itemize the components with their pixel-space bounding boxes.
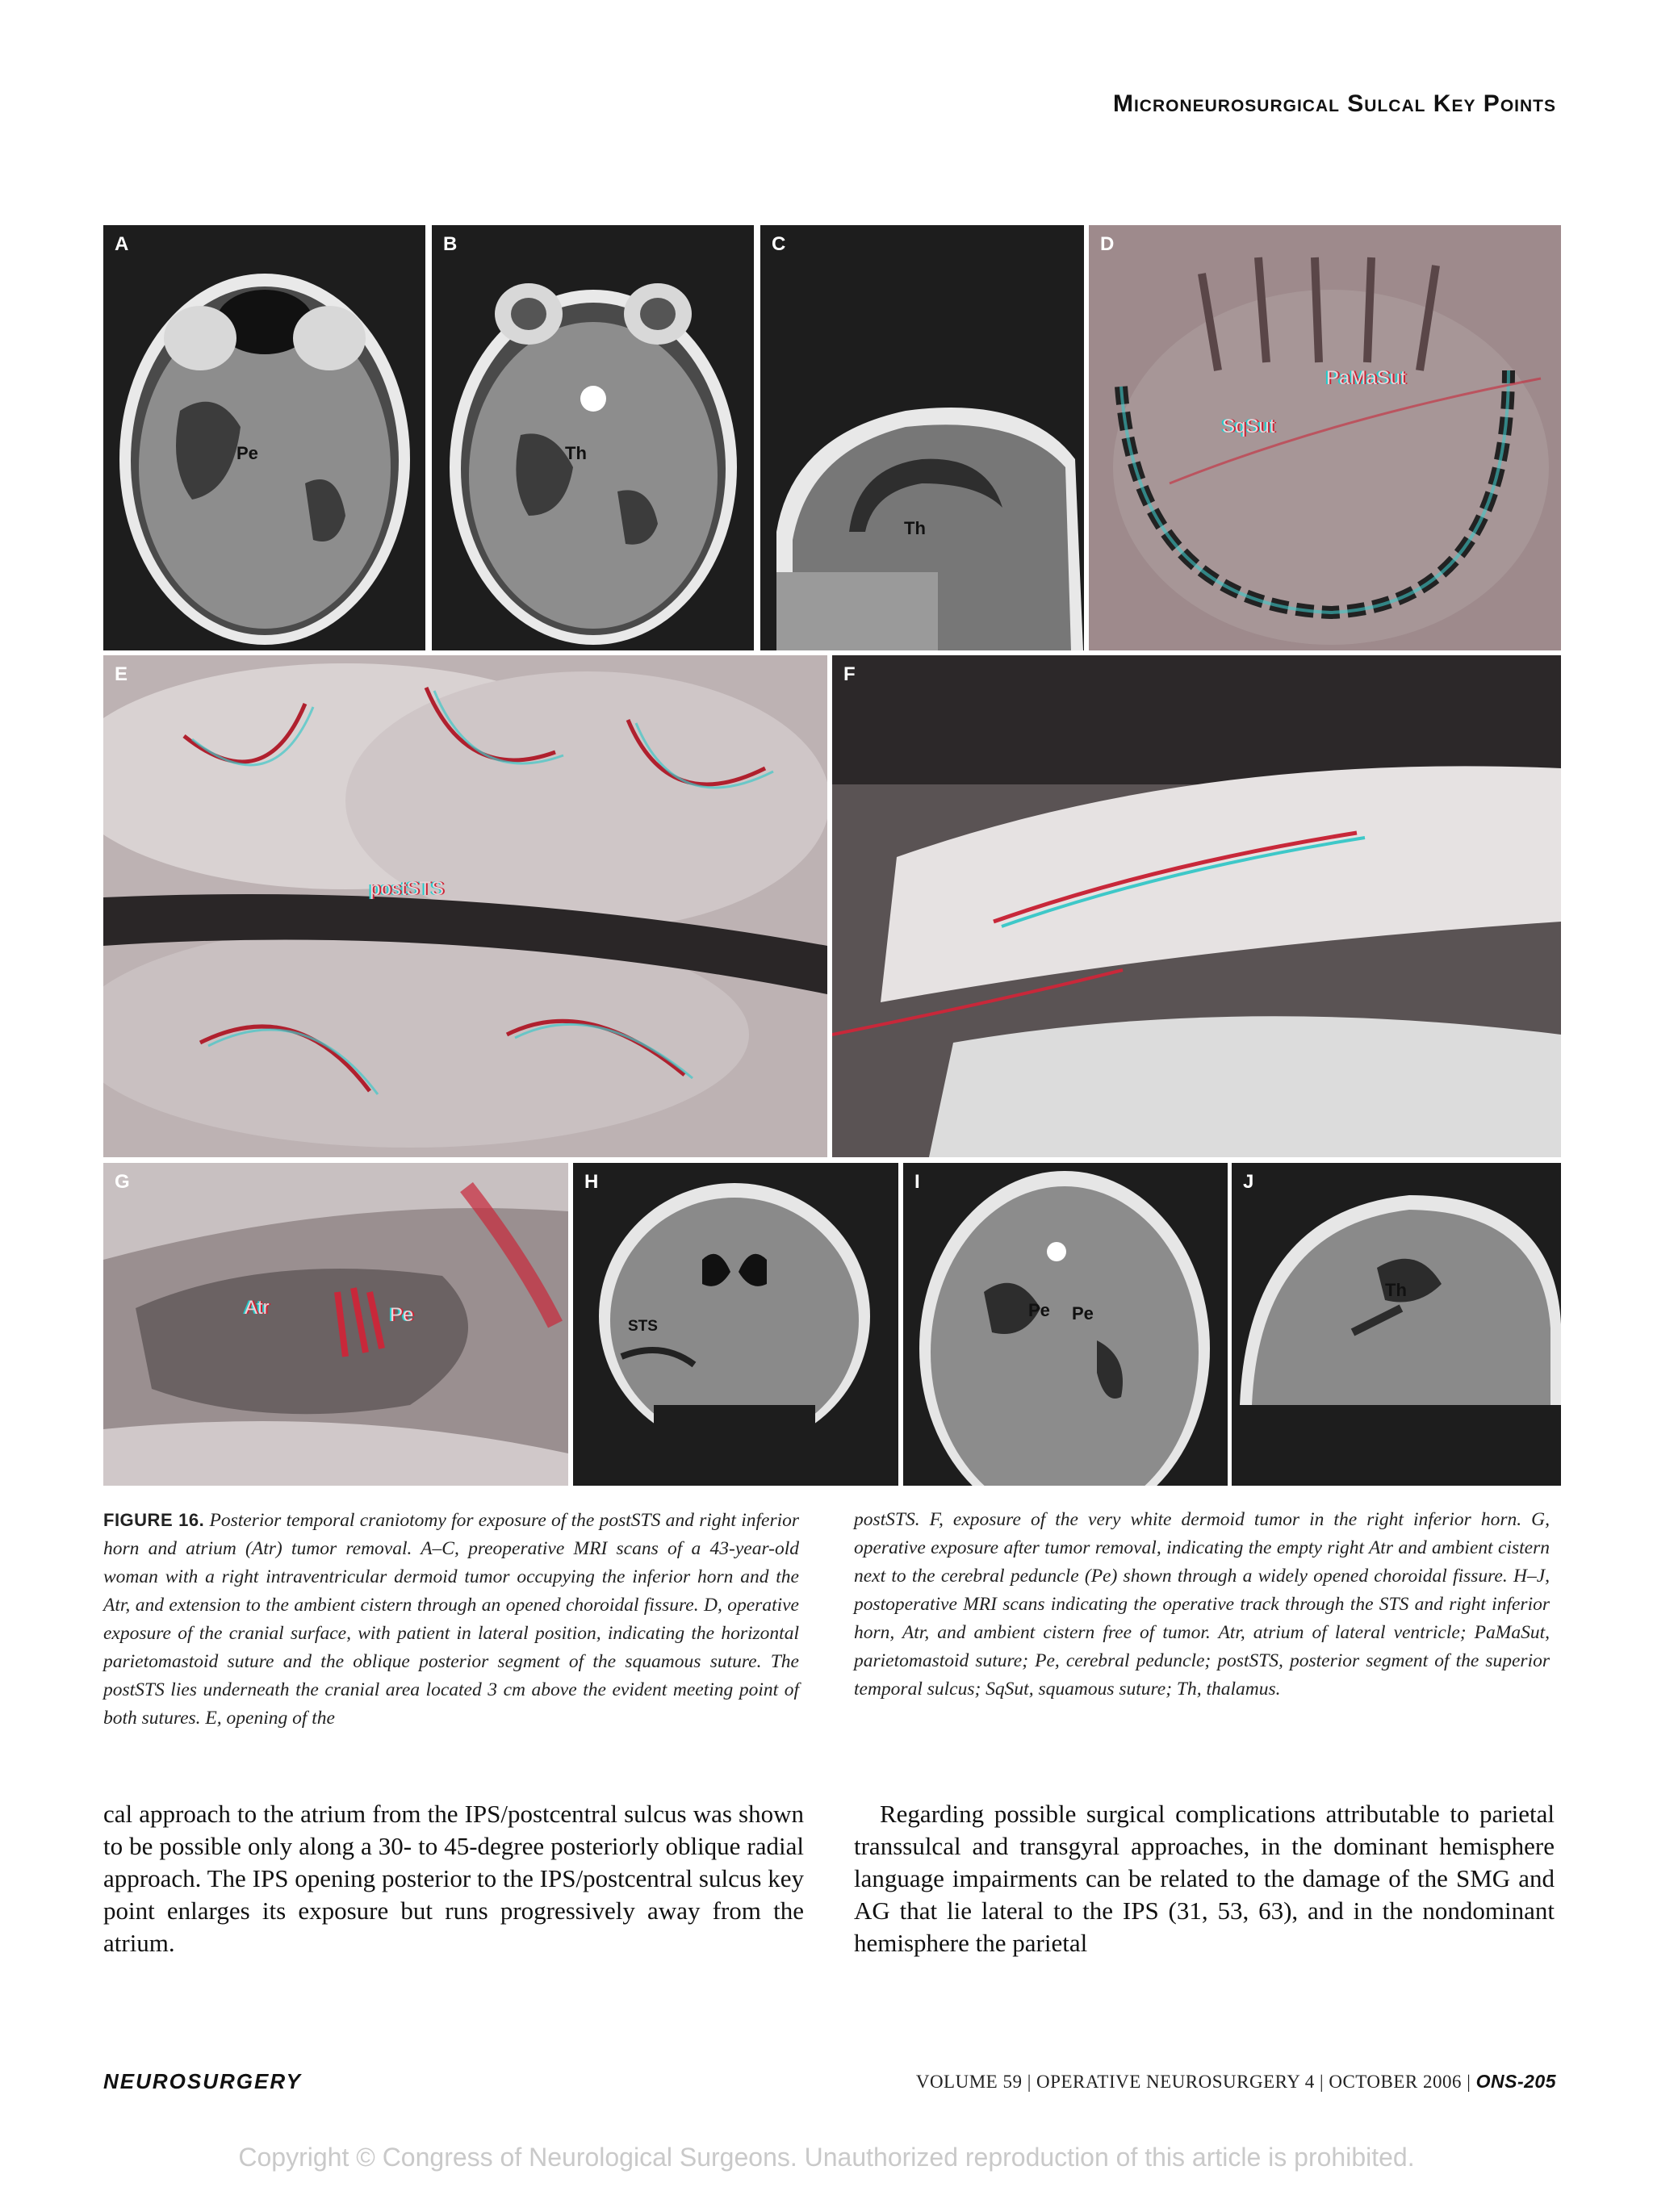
panel-letter: H <box>584 1171 599 1193</box>
figure-panel-i <box>903 1163 1228 1486</box>
mri-axial-postop-image <box>903 1163 1228 1486</box>
figure-panel-j <box>1232 1163 1561 1486</box>
caption-text-left: Posterior temporal craniotomy for exposure of the postSTS and right inferior horn and atrium (Atr) tumor removal. A–C, preoperative MRI scans of a 43-year-old woman with a right intraventricular dermoid tumor occupying the inferior horn and the Atr, and extension to the ambient cistern through an opened choroidal fissure. D, operative exposure of the cranial surface, with patient in lateral position, indicating the horizontal parietomastoid suture and the oblique posterior segment of the squamous suture. The postSTS lies underneath the cranial area located 3 cm above the evident meeting point of both sutures. E, opening of the <box>103 1510 800 1729</box>
body-text-left: cal approach to the atrium from the IPS/postcentral sulcus was shown to be possible only along a 30- to 45-degree posteriorly oblique radial approach. The IPS opening posterior to the IPS/postcentral sulcus key point enlarges its exposure but runs progressively away from the atrium. <box>103 1800 804 1957</box>
figure-panel-a <box>103 225 425 650</box>
issue-details: VOLUME 59 | OPERATIVE NEUROSURGERY 4 | OCTOBER 2006 | <box>915 2072 1471 2092</box>
panel-label-atr: Atr <box>245 1297 270 1319</box>
panel-label-pe-right: Pe <box>1072 1303 1094 1323</box>
operative-photo-skull <box>1089 225 1561 650</box>
panel-label-pe: Pe <box>390 1304 414 1326</box>
panel-letter: G <box>115 1171 130 1193</box>
mri-coronal-image <box>573 1163 898 1486</box>
body-text-right: Regarding possible surgical complications attributable to parietal transsulcal and transgyral approaches, in the dominant hemisphere language impairments can be related to the damage of the SMG and AG that lie lateral to the IPS (31, 53, 63), and in the nondominant hemisphere the parietal <box>854 1800 1555 1957</box>
mri-axial-image <box>432 225 754 650</box>
panel-label-pe: Pe <box>236 443 258 463</box>
figure-panel-b <box>432 225 754 650</box>
panel-letter: F <box>843 663 856 685</box>
figure-number: FIGURE 16. <box>103 1510 205 1530</box>
figure-caption-right: postSTS. F, exposure of the very white dermoid tumor in the right inferior horn. G, operative exposure after tumor removal, indicating the empty right Atr and ambient cistern next to the cerebral peduncle (Pe) shown through a widely opened choroidal fissure. H–J, postoperative MRI scans indicating the operative track through the STS and right inferior horn, Atr, and ambient cistern free of tumor. Atr, atrium of lateral ventricle; PaMaSut, parietomastoid suture; Pe, cerebral peduncle; postSTS, posterior segment of the superior temporal sulcus; SqSut, squamous suture; Th, thalamus. <box>854 1509 1550 1700</box>
running-title: Microneurosurgical Sulcal Key Points <box>1112 90 1556 117</box>
panel-letter: J <box>1243 1171 1254 1193</box>
issue-info <box>916 2071 1556 2093</box>
panel-letter: B <box>443 233 458 255</box>
panel-letter: D <box>1100 233 1115 255</box>
mri-sagittal-postop-image <box>1232 1163 1561 1486</box>
journal-name: NEUROSURGERY <box>103 2069 303 2093</box>
figure-panel-f <box>832 655 1561 1157</box>
panel-letter: E <box>115 663 128 685</box>
figure-caption-left <box>103 1506 799 1733</box>
figure-panel-e <box>103 655 827 1157</box>
operative-photo-atrium <box>103 1163 568 1486</box>
figure-panel-c <box>760 225 1084 650</box>
panel-letter: C <box>772 233 786 255</box>
panel-letter: A <box>115 233 129 255</box>
panel-label-pe-left: Pe <box>1028 1300 1050 1320</box>
panel-label-sqsut: SqSut <box>1222 416 1275 437</box>
panel-label-poststs: postSTS <box>370 878 445 900</box>
page-number: ONS-205 <box>1475 2071 1556 2092</box>
mri-axial-image <box>103 225 425 650</box>
panel-label-th: Th <box>565 443 587 463</box>
mri-sagittal-image <box>760 225 1084 650</box>
figure-panel-g <box>103 1163 568 1486</box>
panel-label-sts: STS <box>628 1318 658 1335</box>
copyright-watermark: Copyright © Congress of Neurological Surgeons. Unauthorized reproduction of this article is prohibited. <box>238 2143 1415 2172</box>
panel-label-th: Th <box>1385 1280 1407 1300</box>
panel-label-th: Th <box>904 518 926 538</box>
operative-photo-dermoid-tumor <box>832 655 1561 1157</box>
panel-letter: I <box>914 1171 920 1193</box>
panel-label-pamasut: PaMaSut <box>1326 367 1406 389</box>
figure-panel-d <box>1089 225 1561 650</box>
operative-photo-brain-surface <box>103 655 827 1157</box>
figure-panel-h <box>573 1163 898 1486</box>
